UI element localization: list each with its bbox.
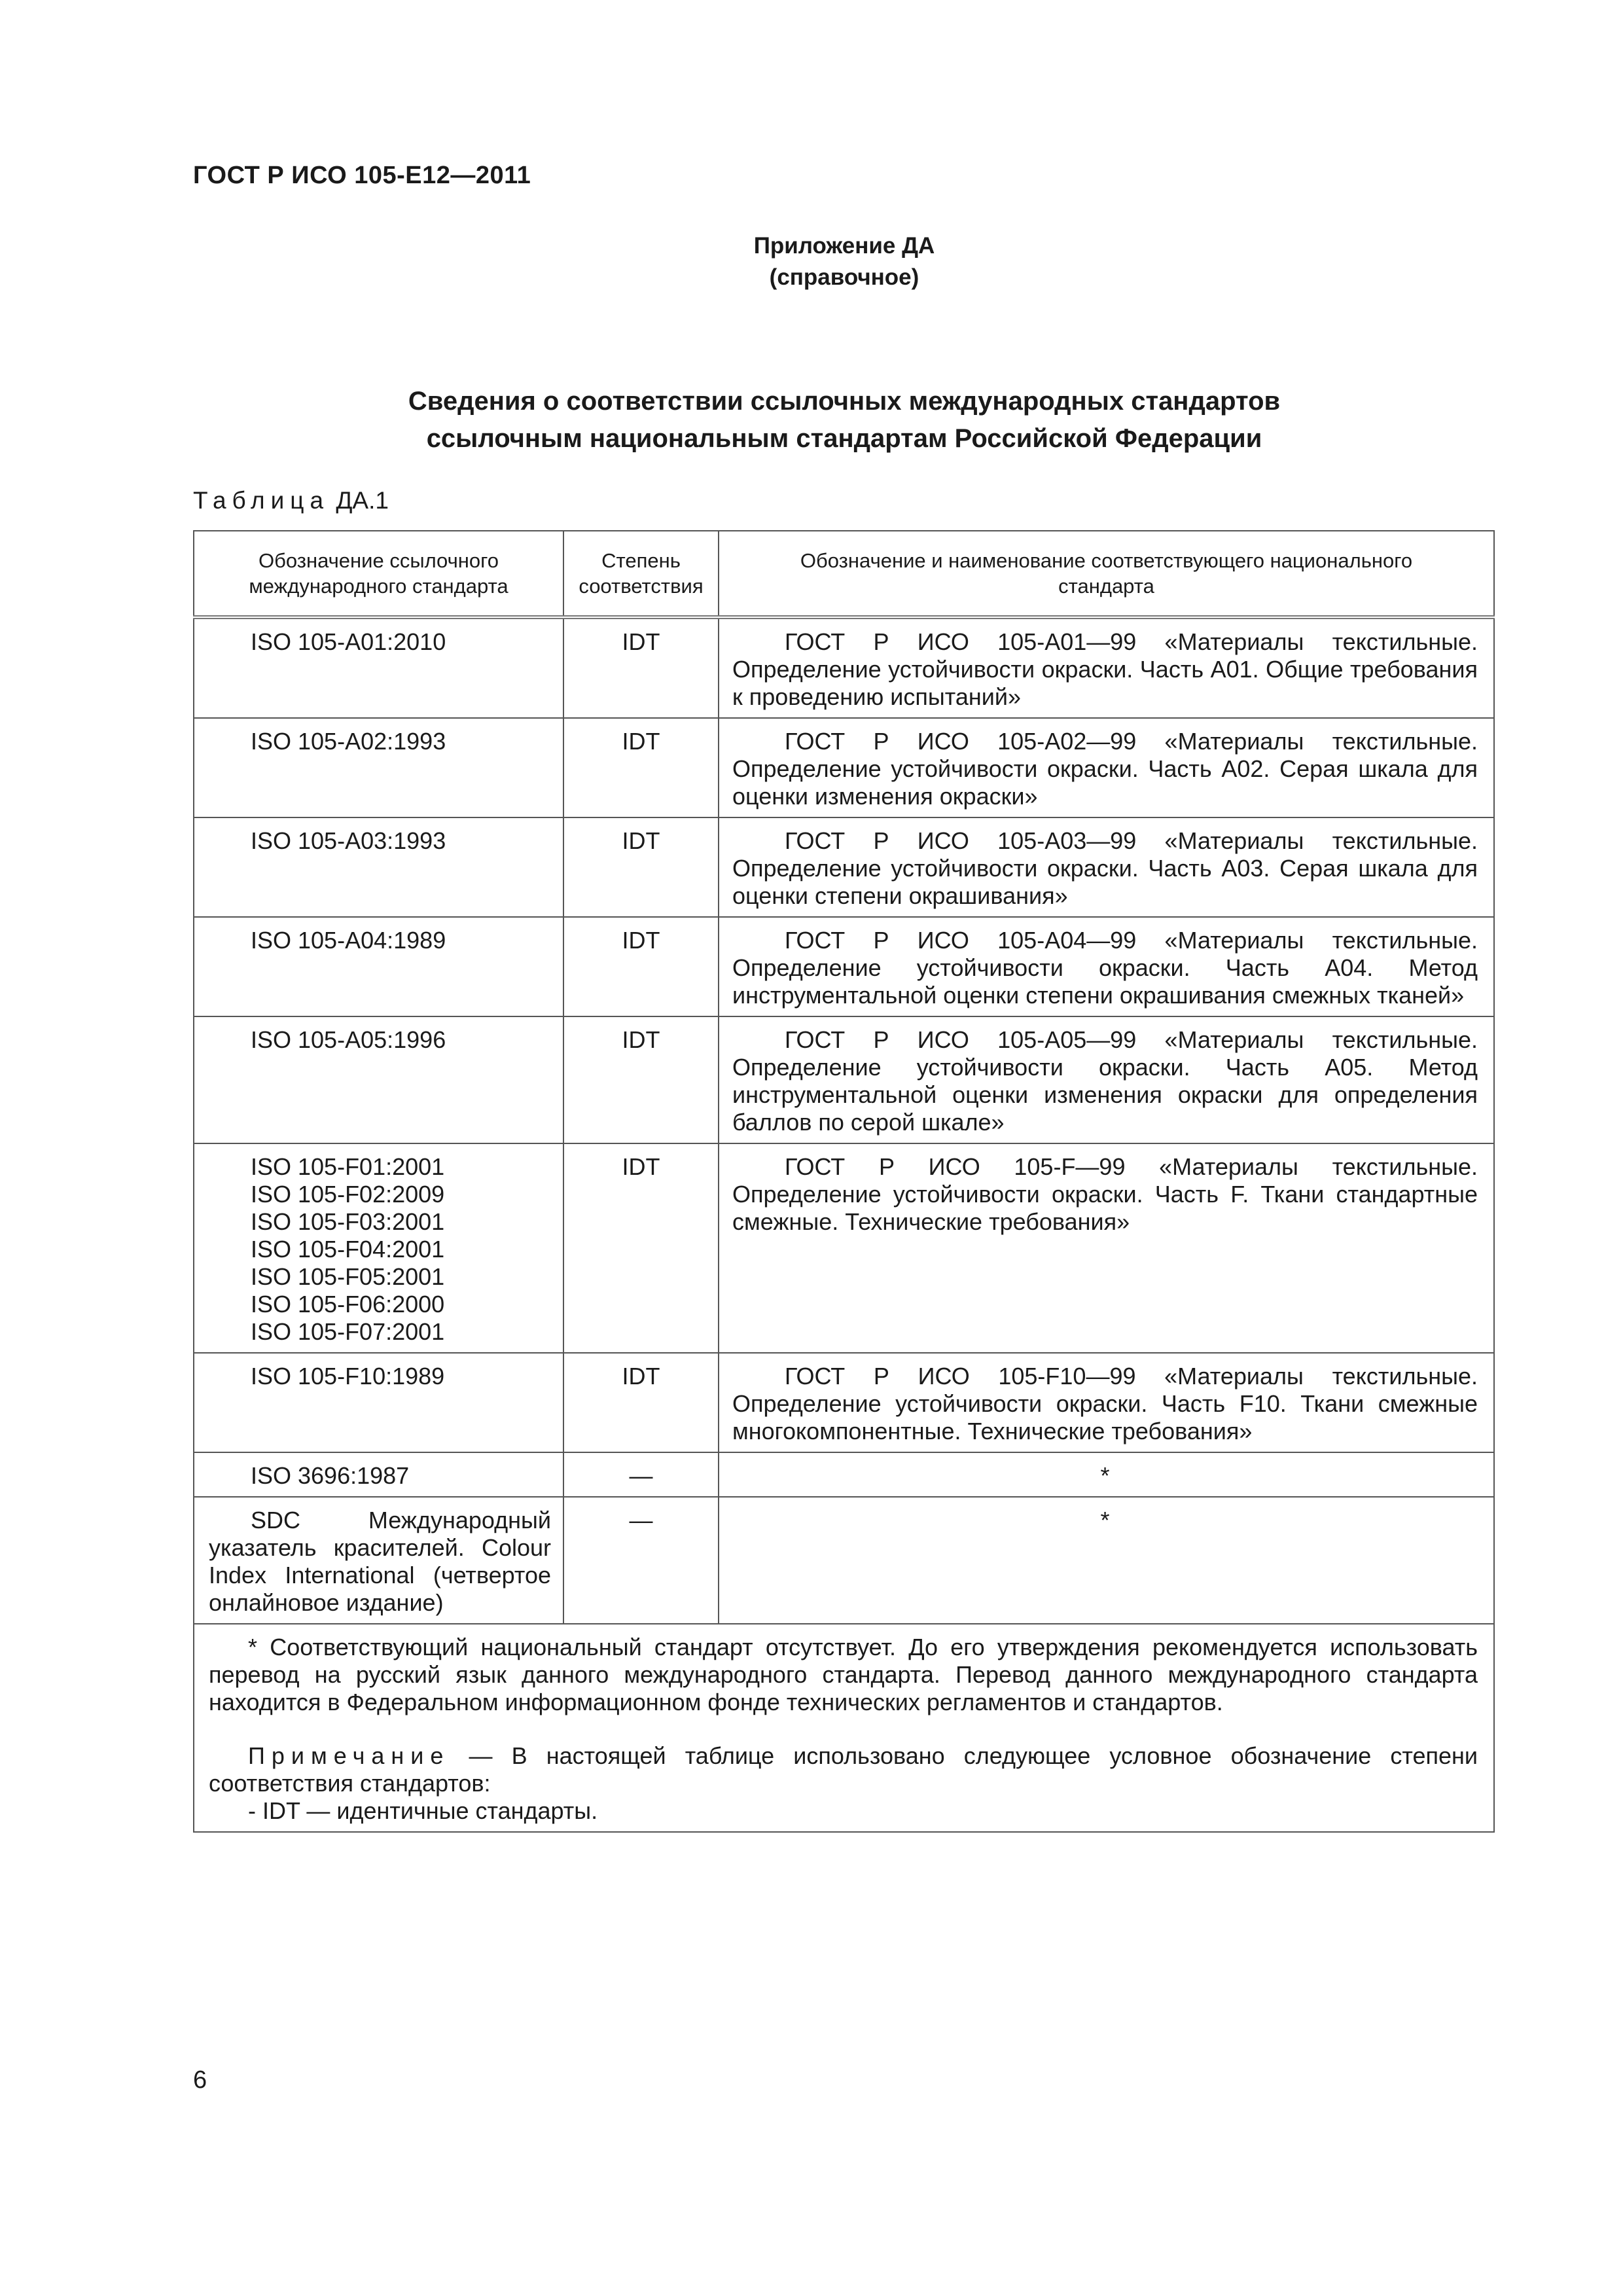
standards-table — [193, 530, 1495, 1833]
page-number: 6 — [193, 2066, 207, 2094]
table-row — [194, 917, 1494, 1016]
reference-item: ISO 105-F04:2001 — [251, 1236, 445, 1263]
section-title-line-1: Сведения о соответствии ссылочных международных стандартов — [408, 387, 1281, 416]
national-standard-text: ГОСТ Р ИСО 105-А05—99 «Материалы текстильные. Определение устойчивости окраски. Часть А05. Метод инструментальной оценки изменения окраски для определения баллов по серой шкале» — [732, 1026, 1478, 1136]
note-word: Примечание — [248, 1742, 450, 1769]
appendix-heading — [0, 230, 1623, 293]
national-standard-text: ГОСТ Р ИСО 105-А04—99 «Материалы текстильные. Определение устойчивости окраски. Часть А04. Метод инструментальной оценки степени окрашивания смежных тканей» — [732, 927, 1478, 1009]
reference-item: ISO 105-F07:2001 — [251, 1318, 445, 1345]
reference-item: ISO 105-F05:2001 — [251, 1263, 445, 1290]
table-row — [194, 617, 1494, 718]
reference-cell: ISO 3696:1987 — [194, 1452, 563, 1497]
table-header-row — [194, 531, 1494, 617]
reference-cell — [194, 1497, 563, 1624]
national-standard-cell — [719, 1353, 1494, 1452]
column-header-reference: Обозначение ссылочного международного стандарта — [194, 531, 563, 617]
table-label — [193, 487, 389, 514]
degree-cell: — — [563, 1452, 719, 1497]
reference-cell: ISO 105-A05:1996 — [194, 1016, 563, 1143]
table-footer-row — [194, 1624, 1494, 1832]
table-footer — [194, 1624, 1494, 1832]
national-standard-text: ГОСТ Р ИСО 105-А02—99 «Материалы текстильные. Определение устойчивости окраски. Часть А02. Серая шкала для оценки изменения окраски» — [732, 728, 1478, 810]
degree-cell: IDT — [563, 617, 719, 718]
national-standard-cell: * — [719, 1452, 1494, 1497]
degree-cell: — — [563, 1497, 719, 1624]
table-row — [194, 1016, 1494, 1143]
appendix-title: Приложение ДА — [753, 233, 935, 259]
reference-item: ISO 105-F06:2000 — [251, 1291, 445, 1318]
national-standard-cell — [719, 817, 1494, 917]
footnote: * Соответствующий национальный стандарт отсутствует. До его утверждения рекомендуется использовать перевод на русский язык данного международного стандарта. Перевод данного международного стандарта находится в Федеральном информационном фонде технических регламентов и стандартов. — [209, 1634, 1478, 1715]
reference-cell — [194, 1143, 563, 1353]
degree-cell: IDT — [563, 718, 719, 817]
national-standard-text: ГОСТ Р ИСО 105-А01—99 «Материалы текстильные. Определение устойчивости окраски. Часть А01. Общие требования к проведению испытаний» — [732, 628, 1478, 710]
degree-cell: IDT — [563, 1353, 719, 1452]
reference-item: ISO 105-F03:2001 — [251, 1208, 445, 1235]
reference-cell: ISO 105-A02:1993 — [194, 718, 563, 817]
degree-cell: IDT — [563, 1143, 719, 1353]
table-row — [194, 1353, 1494, 1452]
national-standard-cell — [719, 917, 1494, 1016]
reference-text: SDC Международный указатель красителей. Colour Index International (четвертое онлайновое издание) — [209, 1507, 551, 1616]
degree-cell: IDT — [563, 1016, 719, 1143]
reference-item: ISO 105-F02:2009 — [251, 1181, 445, 1208]
document-header: ГОСТ Р ИСО 105-Е12—2011 — [193, 162, 531, 189]
degree-cell: IDT — [563, 817, 719, 917]
reference-cell: ISO 105-A04:1989 — [194, 917, 563, 1016]
reference-cell: ISO 105-A01:2010 — [194, 617, 563, 718]
national-standard-cell — [719, 718, 1494, 817]
national-standard-text: ГОСТ Р ИСО 105-F10—99 «Материалы текстильные. Определение устойчивости окраски. Часть F10. Ткани смежные многокомпонентные. Технические требования» — [732, 1363, 1478, 1444]
section-title — [0, 383, 1623, 457]
note — [209, 1742, 1478, 1797]
reference-cell: ISO 105-A03:1993 — [194, 817, 563, 917]
appendix-type: (справочное) — [769, 264, 919, 290]
national-standard-cell — [719, 617, 1494, 718]
column-header-degree: Степень соответствия — [563, 531, 719, 617]
section-title-line-2: ссылочным национальным стандартам Российской Федерации — [426, 424, 1262, 453]
table-row — [194, 1143, 1494, 1353]
table-row — [194, 1452, 1494, 1497]
table-label-word: Таблица — [193, 487, 330, 514]
national-standard-cell — [719, 1016, 1494, 1143]
national-standard-text: ГОСТ Р ИСО 105-F—99 «Материалы текстильные. Определение устойчивости окраски. Часть F. Ткани стандартные смежные. Технические требования» — [732, 1153, 1478, 1235]
reference-item: ISO 105-F01:2001 — [251, 1153, 445, 1180]
reference-cell: ISO 105-F10:1989 — [194, 1353, 563, 1452]
national-standard-cell: * — [719, 1497, 1494, 1624]
degree-cell: IDT — [563, 917, 719, 1016]
column-header-national: Обозначение и наименование соответствующего национального стандарта — [719, 531, 1494, 617]
table-row — [194, 1497, 1494, 1624]
table-row — [194, 718, 1494, 817]
note-text: — В настоящей таблице использовано следующее условное обозначение степени соответствия стандартов: — [209, 1742, 1478, 1797]
table-label-number: ДА.1 — [336, 487, 389, 514]
note-item: - IDT — идентичные стандарты. — [248, 1797, 598, 1824]
national-standard-text: ГОСТ Р ИСО 105-А03—99 «Материалы текстильные. Определение устойчивости окраски. Часть А03. Серая шкала для оценки степени окрашивания» — [732, 827, 1478, 909]
table-row — [194, 817, 1494, 917]
national-standard-cell — [719, 1143, 1494, 1353]
